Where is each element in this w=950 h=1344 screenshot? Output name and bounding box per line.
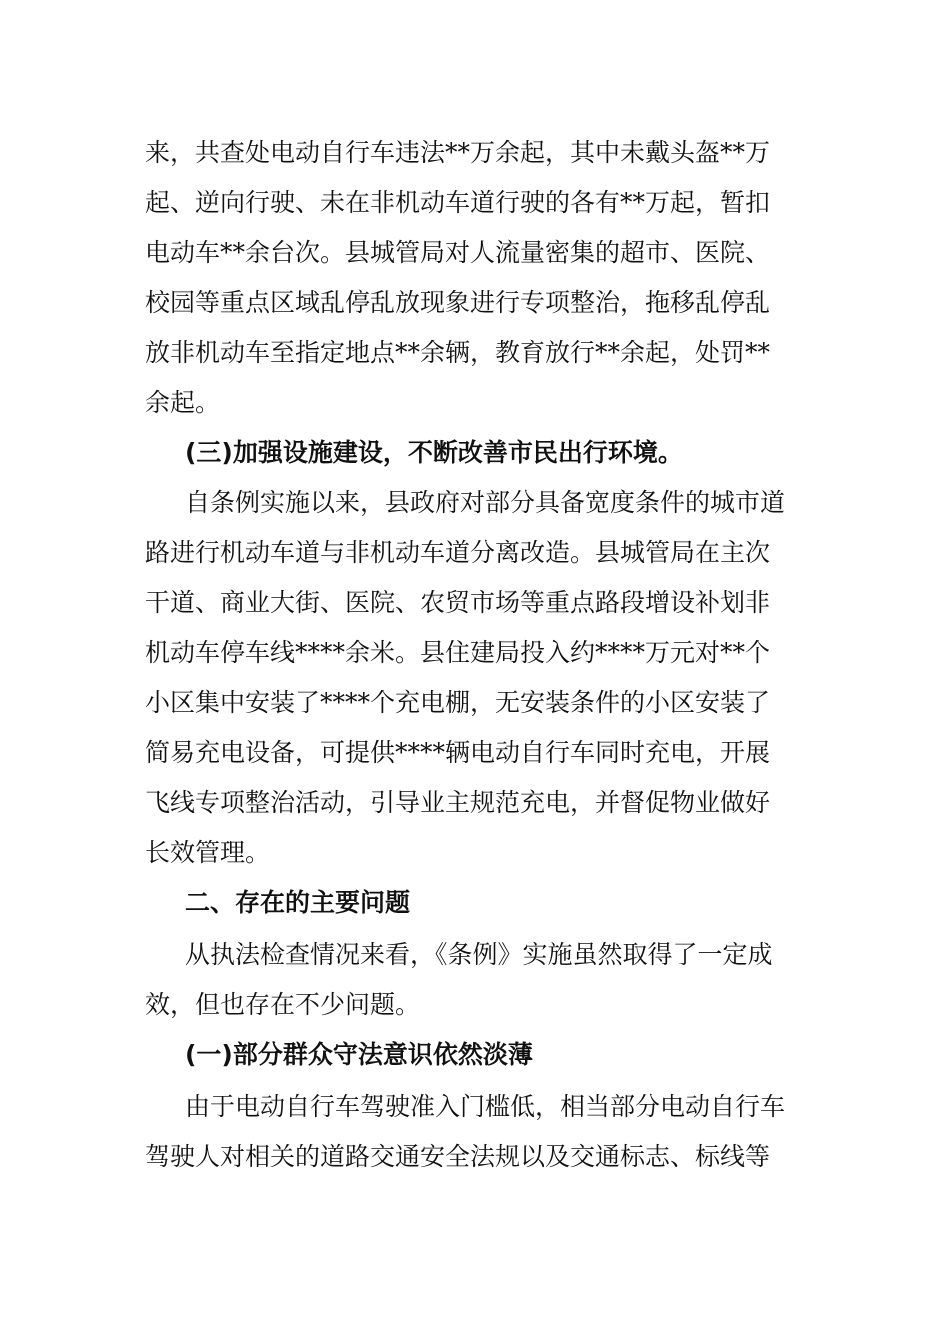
paragraph-line: 电动车**余台次。县城管局对人流量密集的超市、医院、 (145, 238, 771, 267)
paragraph-line: 简易充电设备，可提供****辆电动自行车同时充电，开展 (145, 738, 771, 767)
paragraph-line: 干道、商业大街、医院、农贸市场等重点路段增设补划非 (145, 588, 771, 617)
paragraph-line: 来，共查处电动自行车违法**万余起，其中未戴头盔**万 (145, 138, 771, 167)
paragraph-line: 自条例实施以来，县政府对部分具备宽度条件的城市道 (185, 488, 786, 517)
paragraph-line: 长效管理。 (145, 838, 271, 867)
paragraph-line: 起、逆向行驶、未在非机动车道行驶的各有**万起，暂扣 (145, 188, 771, 217)
paragraph-line: 效，但也存在不少问题。 (145, 990, 421, 1019)
paragraph-line: 从执法检查情况来看，《条例》实施虽然取得了一定成 (185, 940, 773, 969)
section-heading: (一)部分群众守法意识依然淡薄 (185, 1040, 533, 1069)
section-heading: (三)加强设施建设，不断改善市民出行环境。 (185, 438, 683, 467)
paragraph-line: 余起。 (145, 388, 221, 417)
paragraph-line: 小区集中安装了****个充电棚，无安装条件的小区安装了 (145, 688, 771, 717)
chapter-heading: 二、存在的主要问题 (185, 888, 411, 917)
paragraph-line: 由于电动自行车驾驶准入门槛低，相当部分电动自行车 (185, 1092, 786, 1121)
paragraph-line: 飞线专项整治活动，引导业主规范充电，并督促物业做好 (145, 788, 771, 817)
paragraph-line: 路进行机动车道与非机动车道分离改造。县城管局在主次 (145, 538, 771, 567)
paragraph-line: 驾驶人对相关的道路交通安全法规以及交通标志、标线等 (145, 1142, 771, 1171)
paragraph-line: 机动车停车线****余米。县住建局投入约****万元对**个 (145, 638, 771, 667)
paragraph-line: 校园等重点区域乱停乱放现象进行专项整治，拖移乱停乱 (145, 288, 771, 317)
paragraph-line: 放非机动车至指定地点**余辆，教育放行**余起，处罚** (145, 338, 771, 367)
